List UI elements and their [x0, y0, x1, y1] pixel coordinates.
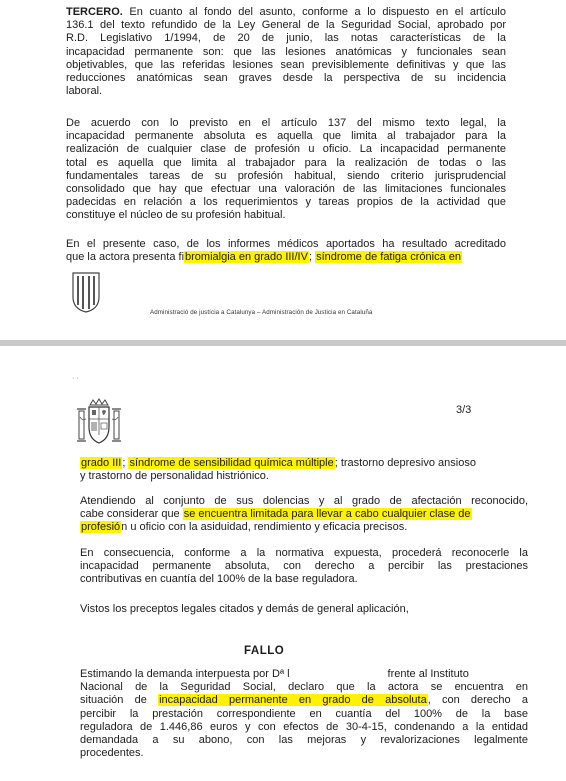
- highlight-grado-iii: grado III: [81, 457, 122, 469]
- coat-of-arms-catalonia-icon: [71, 271, 101, 313]
- highlight-sensibilidad-quimica: síndrome de sensibilidad química múltiple: [129, 457, 334, 469]
- highlight-fatiga-cronica: síndrome de fatiga crónica en: [316, 251, 461, 264]
- section-heading-fallo: FALLO: [244, 645, 285, 657]
- highlight-limitada-cualquier-clase: se encuentra limitada para llevar a cabo cualquier clase de: [183, 508, 471, 521]
- coat-of-arms-spain-icon: [76, 397, 122, 447]
- section-heading: TERCERO.: [66, 6, 123, 18]
- paragraph-tercero: TERCERO. En cuanto al fondo del asunto, conforme a lo dispuesto en el artículo 136.1 del texto refundido de la Ley General de la Seguridad Social, aprobado por R.D. Legislativo 1/1994, de 20 de junio, las notas características de la incapacidad permanente son: que las lesiones anatómicas y funcionales sean objetivables, que las referidas lesiones sean previsiblemente definitivas y que las reducciones anatómicas sean graves desde la perspectiva de su incidencia laboral.: [66, 6, 506, 98]
- page-separator: [0, 330, 566, 356]
- paragraph-fallo-ruling: Estimando la demanda interpuesta por Dª l frente al Instituto Nacional de la Seguridad Social, declaro que la actora se encuentra en situación de incapacidad permanente en grado de absoluta, con derecho a percibir la prestación correspondiente en cuantía del 100% de la base reguladora de 1.446,86 euros y con efectos de 30-4-15, condenando a la entidad demandada a su abono, con las mejoras y revalorizaciones legalmente procedentes.: [80, 668, 528, 760]
- page-footer: Administració de justícia a Catalunya – Administración de Justicia en Cataluña: [150, 309, 373, 316]
- page-number: 3/3: [456, 404, 472, 416]
- document-page-2: [0, 356, 566, 781]
- page-separator-bar: [0, 340, 566, 346]
- paragraph-atendiendo: Atendiendo al conjunto de sus dolencias y al grado de afectación reconocido, cabe considerar que se encuentra limitada para llevar a cabo cualquier clase de profesión u oficio con la asiduidad, rendimiento y eficacia precisos.: [80, 495, 528, 534]
- paragraph-diagnosis-continued: grado III; síndrome de sensibilidad química múltiple; trastorno depresivo ansioso y trastorno de personalidad histriónico.: [80, 457, 476, 483]
- paragraph-article-137: De acuerdo con lo previsto en el artículo 137 del mismo texto legal, la incapacidad permanente absoluta es aquella que limita al trabajador para la realización de cualquier clase de profesión u oficio. La incapacidad permanente total es aquella que limita al trabajador para la realización de todas o las fundamentales tareas de su profesión habitual, siendo criterio jurisprudencial consolidado que hay que efectuar una valoración de las limitaciones funcionales padecidas en relación a los requerimientos y tareas propios de la actividad que constituye el núcleo de su profesión habitual.: [66, 117, 506, 222]
- document-page-1: [0, 0, 566, 330]
- paragraph-vistos: Vistos los preceptos legales citados y demás de general aplicación,: [80, 603, 409, 615]
- highlight-profesion: profesió: [81, 521, 121, 534]
- scan-speck: · ·: [72, 375, 79, 382]
- paragraph-consecuencia: En consecuencia, conforme a la normativa expuesta, procederá reconocerle la incapacidad permanente absoluta, con derecho a percibir las prestaciones contributivas en cuantía del 100% de la base reguladora.: [80, 547, 528, 586]
- highlight-fibromialgia: bromialgia en grado III/IV: [185, 251, 308, 264]
- paragraph-presente-caso: En el presente caso, de los informes médicos aportados ha resultado acreditado que la actora presenta fibromialgia en grado III/IV; síndrome de fatiga crónica en: [66, 238, 506, 264]
- highlight-incapacidad-absoluta: incapacidad permanente en grado de absoluta: [159, 694, 427, 707]
